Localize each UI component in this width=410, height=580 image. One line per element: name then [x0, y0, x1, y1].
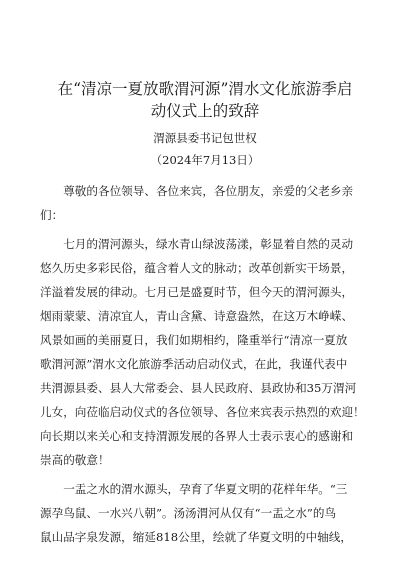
body-line: 源孕鸟鼠、一水兴八朝”。汤汤渭河从仅有“一盂之水”的鸟 [40, 506, 337, 520]
body-line: 风景如画的美丽夏日，我们如期相约，隆重举行“清凉一夏放 [40, 333, 348, 347]
body-line: 一盂之水的渭水源头，孕育了华夏文明的花样年华。“三 [40, 482, 348, 496]
body-line: 崇高的敬意！ [40, 453, 110, 467]
body-line: 尊敬的各位领导、各位来宾，各位朋友，亲爱的父老乡亲 [40, 184, 354, 198]
body-line: 烟雨蒙蒙、清凉宜人，青山含黛、诗意盎然，在这万木峥嵘、 [40, 309, 354, 323]
body-line: 洋溢着发展的律动。七月已是盛夏时节，但今天的渭河源头， [40, 285, 354, 299]
author-line: 渭源县委书记包世权 [153, 131, 257, 145]
title-line-2: 动仪式上的致辞 [150, 102, 260, 120]
body-line: 鼠山品字泉发源，缩延818公里，绘就了华夏文明的中轴线， [40, 530, 352, 544]
date-line: （2024年7月13日） [150, 153, 260, 167]
body-line: 儿女，向莅临启动仪式的各位领导、各位来宾表示热烈的欢迎！ [40, 405, 365, 419]
body-line: 七月的渭河源头，绿水青山绿波荡漾，彰显着自然的灵动 [40, 237, 354, 251]
body-line: 悠久历史多彩民俗，蕴含着人文的脉动；改革创新实干场景， [40, 261, 354, 275]
body-line: 歌渭河源”渭水文化旅游季活动启动仪式，在此，我谨代表中 [40, 357, 348, 371]
body-line: 共渭源县委、县人大常委会、县人民政府、县政协和35万渭河 [40, 381, 357, 395]
body-line: 们： [40, 208, 64, 222]
body-line: 向长期以来关心和支持渭源发展的各界人士表示衷心的感谢和 [40, 429, 354, 443]
title-line-1: 在“清凉一夏放歌渭河源”渭水文化旅游季启 [57, 80, 353, 98]
